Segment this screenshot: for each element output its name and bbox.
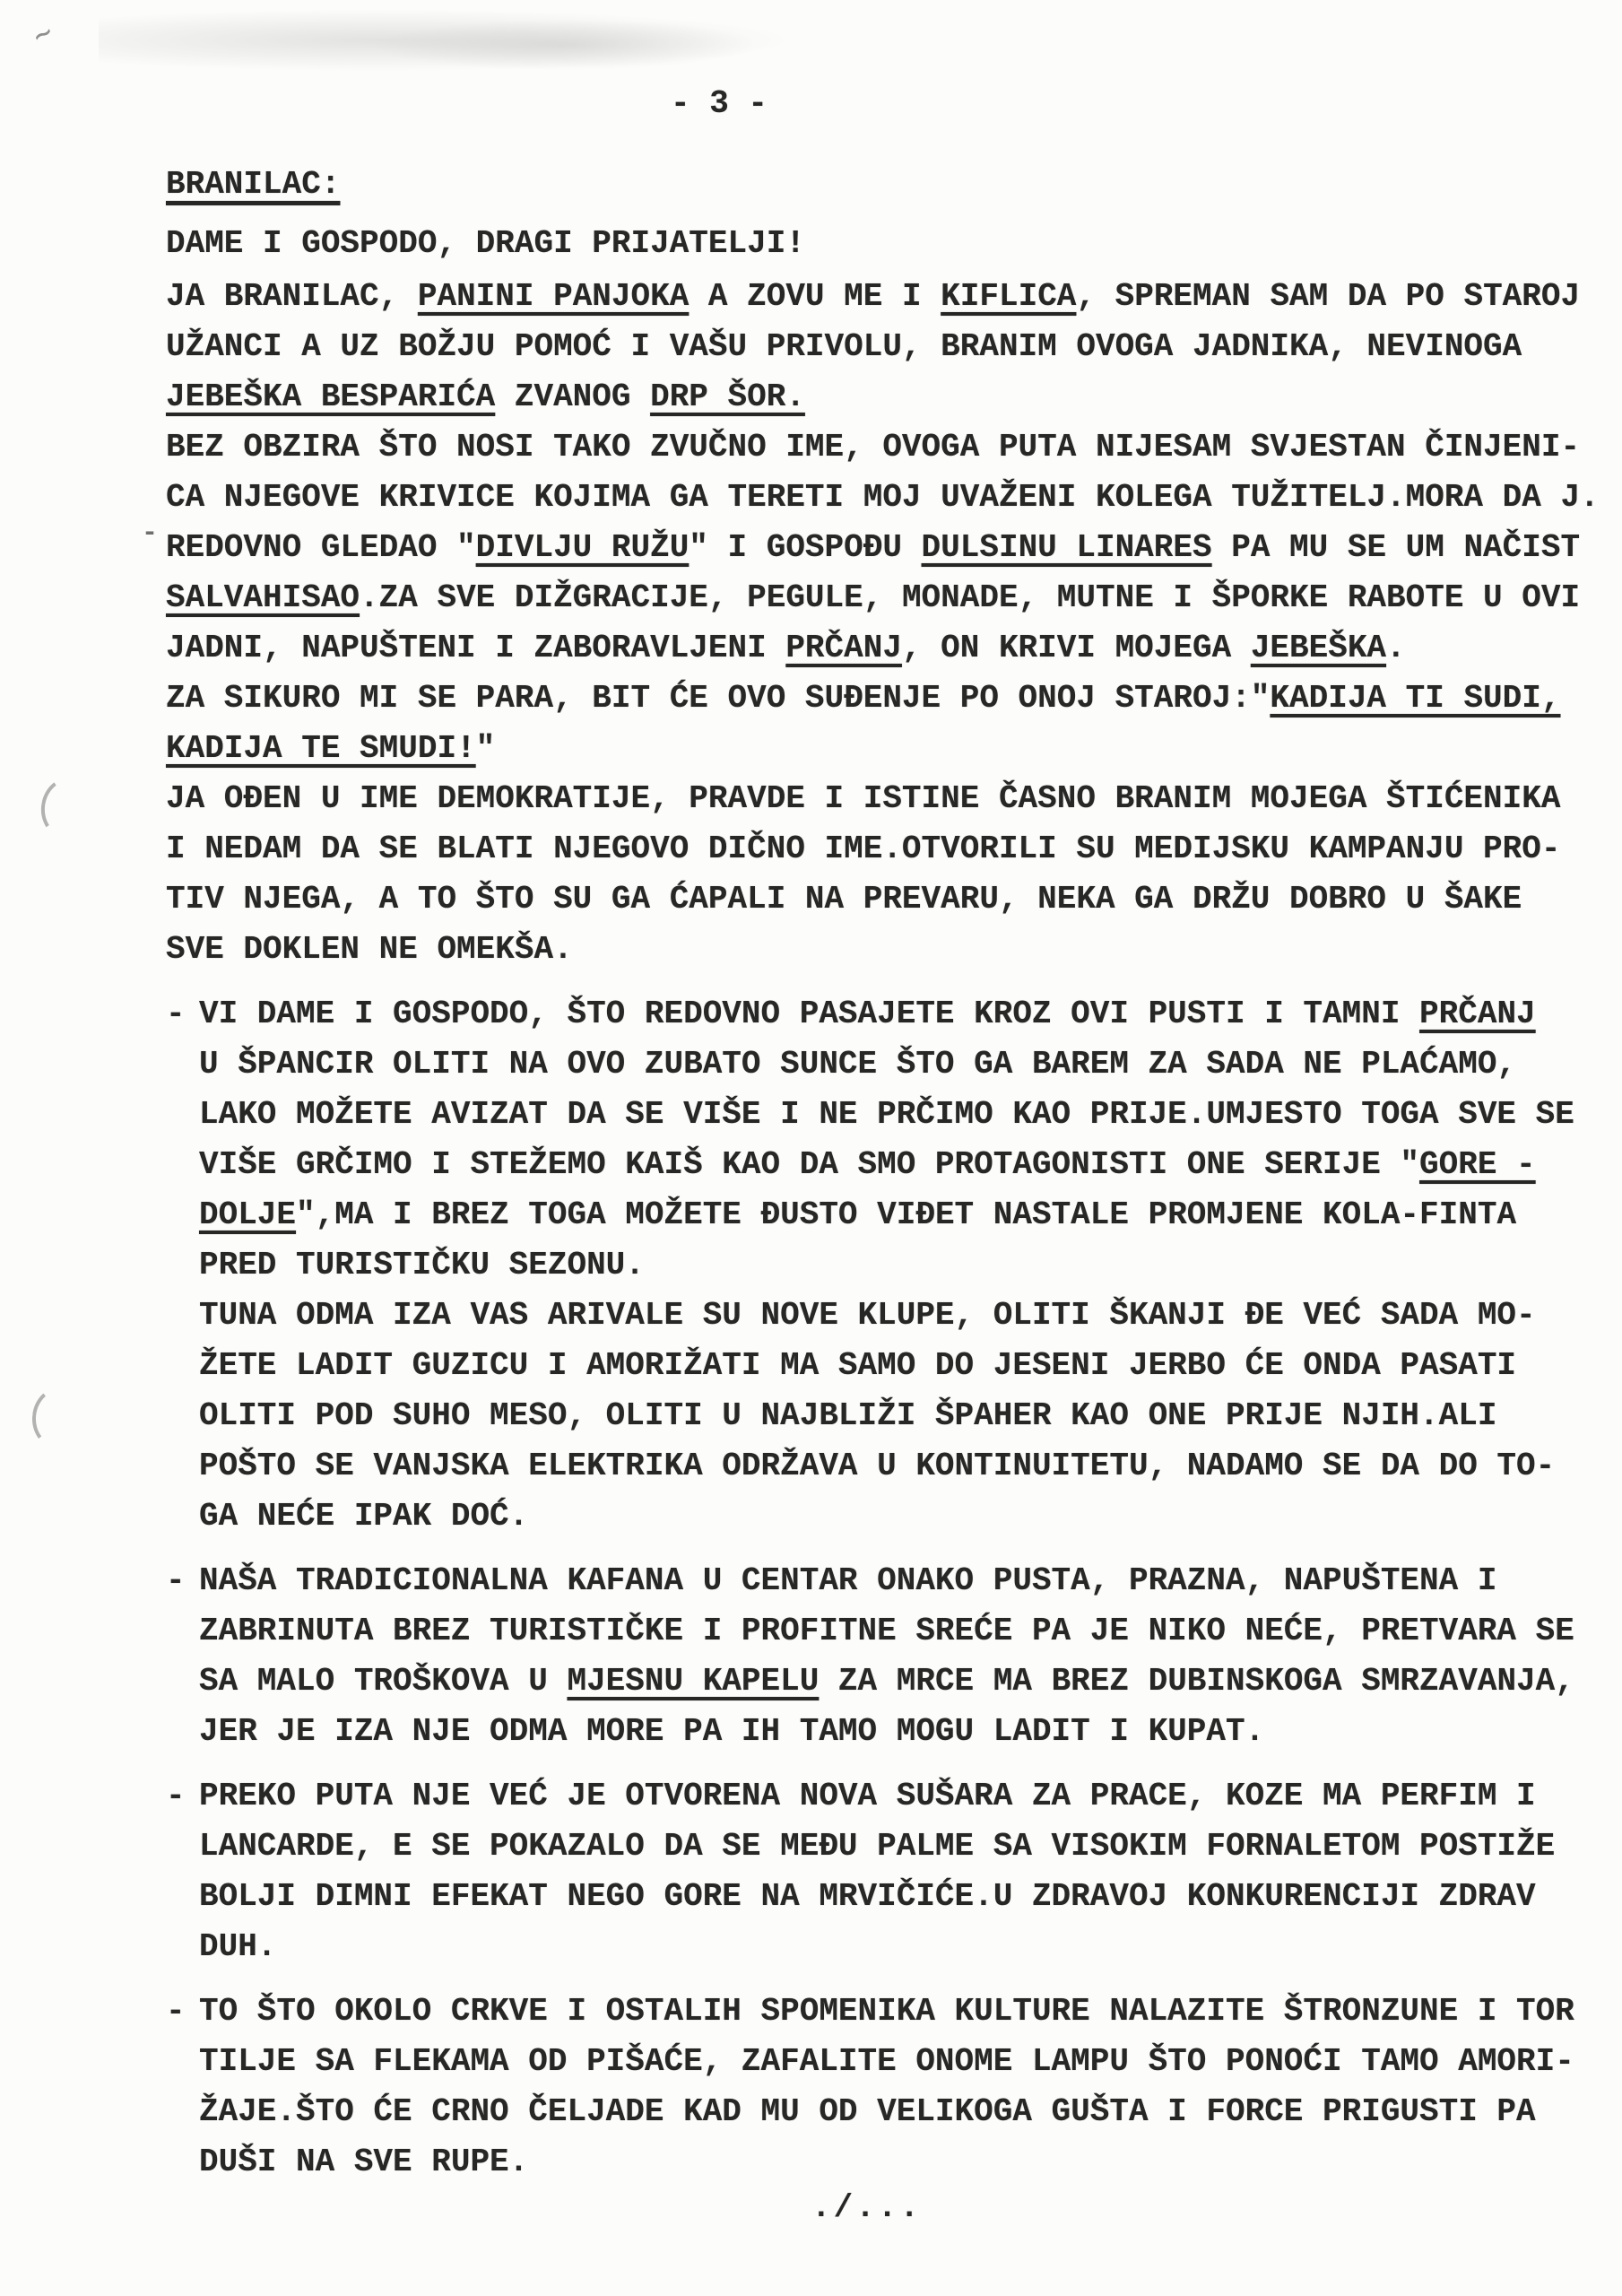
- underlined-text: MJESNU KAPELU: [567, 1663, 820, 1700]
- underlined-text: GORE -: [1419, 1146, 1536, 1183]
- text-line: [199, 1341, 1609, 1391]
- text-line: [199, 1707, 1609, 1757]
- underlined-text: KADIJA TI SUDI,: [1270, 680, 1561, 717]
- text-line: [199, 1872, 1609, 1922]
- plain-text: SA MALO TROŠKOVA U: [199, 1663, 568, 1700]
- text-line: [199, 1822, 1609, 1872]
- plain-text: BOLJI DIMNI EFEKAT NEGO GORE NA MRVIČIĆE.U ZDRAVOJ KONKURENCIJI ZDRAV: [199, 1878, 1536, 1915]
- text-line: [166, 623, 1609, 674]
- text-line: [166, 422, 1609, 473]
- text-line: [199, 2037, 1609, 2087]
- bullet-block: [166, 1556, 1609, 1757]
- plain-text: , ON KRIVI MOJEGA: [901, 630, 1251, 666]
- plain-text: ZA SIKURO MI SE PARA, BIT ĆE OVO SUĐENJE PO ONOJ STAROJ:": [166, 680, 1271, 717]
- text-line: [166, 724, 1609, 774]
- plain-text: JA BRANILAC,: [166, 278, 418, 315]
- page-number: - 3 -: [671, 85, 768, 122]
- text-line: [199, 2137, 1609, 2187]
- plain-text: LANCARDE, E SE POKAZALO DA SE MEĐU PALME SA VISOKIM FORNALETOM POSTIŽE: [199, 1828, 1556, 1865]
- scan-arc-mark: [30, 1384, 91, 1452]
- text-line: [199, 1556, 1609, 1606]
- underlined-text: SALVAHISAO: [166, 579, 360, 616]
- text-line: [166, 573, 1609, 623]
- text-line: [166, 774, 1609, 824]
- plain-text: ŽETE LADIT GUZICU I AMORIŽATI MA SAMO DO JESENI JERBO ĆE ONDA PASATI: [199, 1347, 1517, 1384]
- plain-text: NAŠA TRADICIONALNA KAFANA U CENTAR ONAKO PUSTA, PRAZNA, NAPUŠTENA I: [199, 1562, 1497, 1599]
- text-line: [166, 473, 1609, 523]
- plain-text: PREKO PUTA NJE VEĆ JE OTVORENA NOVA SUŠARA ZA PRACE, KOZE MA PERFIM I: [199, 1778, 1536, 1814]
- scan-smudge: [99, 9, 798, 72]
- plain-text: " I GOSPOĐU: [689, 529, 922, 566]
- underlined-text: DRP ŠOR.: [650, 378, 805, 415]
- plain-text: A ZOVU ME I: [689, 278, 941, 315]
- underlined-text: JEBEŠKA: [1250, 630, 1387, 666]
- underlined-text: PRČANJ: [785, 630, 902, 666]
- text-line: [166, 372, 1609, 422]
- plain-text: .ZA SVE DIŽGRACIJE, PEGULE, MONADE, MUTNE I ŠPORKE RABOTE U OVI: [360, 579, 1581, 616]
- document-body: [166, 272, 1609, 2187]
- text-line: [199, 1771, 1609, 1822]
- paragraph-block: [166, 272, 1609, 975]
- plain-text: VIŠE GRČIMO I STEŽEMO KAIŠ KAO DA SMO PROTAGONISTI ONE SERIJE ": [199, 1146, 1420, 1183]
- continuation-mark: ./...: [811, 2189, 923, 2226]
- plain-text: JA OĐEN U IME DEMOKRATIJE, PRAVDE I ISTINE ČASNO BRANIM MOJEGA ŠTIĆENIKA: [166, 780, 1561, 817]
- text-line: [199, 989, 1609, 1039]
- text-line: [199, 1657, 1609, 1707]
- plain-text: POŠTO SE VANJSKA ELEKTRIKA ODRŽAVA U KONTINUITETU, NADAMO SE DA DO TO-: [199, 1448, 1556, 1484]
- plain-text: ",MA I BREZ TOGA MOŽETE ĐUSTO VIĐET NASTALE PROMJENE KOLA-FINTA: [296, 1196, 1517, 1233]
- plain-text: PRED TURISTIČKU SEZONU.: [199, 1247, 645, 1283]
- plain-text: U ŠPANCIR OLITI NA OVO ZUBATO SUNCE ŠTO GA BAREM ZA SADA NE PLAĆAMO,: [199, 1046, 1517, 1083]
- plain-text: TO ŠTO OKOLO CRKVE I OSTALIH SPOMENIKA KULTURE NALAZITE ŠTRONZUNE I TOR: [199, 1993, 1574, 2030]
- plain-text: TIV NJEGA, A TO ŠTO SU GA ĆAPALI NA PREVARU, NEKA GA DRŽU DOBRO U ŠAKE: [166, 881, 1522, 918]
- text-line: [166, 824, 1609, 874]
- plain-text: ZVANOG: [495, 378, 651, 415]
- plain-text: VI DAME I GOSPODO, ŠTO REDOVNO PASAJETE KROZ OVI PUSTI I TAMNI: [199, 996, 1420, 1032]
- plain-text: BEZ OBZIRA ŠTO NOSI TAKO ZVUČNO IME, OVOGA PUTA NIJESAM SVJESTAN ČINJENI-: [166, 429, 1581, 465]
- plain-text: .: [1386, 630, 1406, 666]
- plain-text: TILJE SA FLEKAMA OD PIŠAĆE, ZAFALITE ONOME LAMPU ŠTO PONOĆI TAMO AMORI-: [199, 2043, 1574, 2080]
- underlined-text: PRČANJ: [1419, 996, 1536, 1032]
- text-line: [199, 1922, 1609, 1972]
- text-line: [199, 1492, 1609, 1542]
- text-line: [166, 322, 1609, 372]
- speaker-heading: BRANILAC:: [166, 166, 341, 203]
- underlined-text: KIFLICA: [941, 278, 1077, 315]
- underlined-text: DOLJE: [199, 1196, 297, 1233]
- text-line: [199, 1240, 1609, 1291]
- text-line: [199, 1140, 1609, 1190]
- plain-text: REDOVNO GLEDAO ": [166, 529, 476, 566]
- bullet-block: [166, 1771, 1609, 1972]
- bullet-block: [166, 989, 1609, 1542]
- plain-text: PA MU SE UM NAČIST: [1211, 529, 1581, 566]
- pen-squiggle-mark: ∼: [28, 17, 61, 57]
- text-line: [166, 674, 1609, 724]
- text-line: [166, 523, 1609, 573]
- text-line: [199, 1090, 1609, 1140]
- text-line: [199, 2087, 1609, 2137]
- plain-text: LAKO MOŽETE AVIZAT DA SE VIŠE I NE PRČIMO KAO PRIJE.UMJESTO TOGA SVE SE: [199, 1096, 1574, 1133]
- salutation-line: DAME I GOSPODO, DRAGI PRIJATELJI!: [166, 225, 805, 262]
- underlined-text: DIVLJU RUŽU: [475, 529, 690, 566]
- plain-text: OLITI POD SUHO MESO, OLITI U NAJBLIŽI ŠPAHER KAO ONE PRIJE NJIH.ALI: [199, 1397, 1497, 1434]
- bullet-dash: -: [166, 1993, 186, 2030]
- plain-text: ZA MRCE MA BREZ DUBINSKOGA SMRZAVANJA,: [819, 1663, 1574, 1700]
- text-line: [199, 1291, 1609, 1341]
- underlined-text: KADIJA TE SMUDI!: [166, 730, 476, 767]
- text-line: [199, 1190, 1609, 1240]
- plain-text: GA NEĆE IPAK DOĆ.: [199, 1498, 529, 1535]
- plain-text: ŽAJE.ŠTO ĆE CRNO ČELJADE KAD MU OD VELIKOGA GUŠTA I FORCE PRIGUSTI PA: [199, 2093, 1536, 2130]
- text-line: [199, 1606, 1609, 1657]
- plain-text: DUH.: [199, 1928, 277, 1965]
- bullet-dash: -: [166, 1562, 186, 1599]
- plain-text: JER JE IZA NJE ODMA MORE PA IH TAMO MOGU LADIT I KUPAT.: [199, 1713, 1265, 1750]
- text-line: [199, 1441, 1609, 1492]
- text-line: [166, 272, 1609, 322]
- plain-text: JADNI, NAPUŠTENI I ZABORAVLJENI: [166, 630, 786, 666]
- text-line: [166, 874, 1609, 925]
- plain-text: SVE DOKLEN NE OMEKŠA.: [166, 931, 573, 968]
- plain-text: UŽANCI A UZ BOŽJU POMOĆ I VAŠU PRIVOLU, BRANIM OVOGA JADNIKA, NEVINOGA: [166, 328, 1522, 365]
- text-line: [199, 1039, 1609, 1090]
- plain-text: ": [475, 730, 496, 767]
- plain-text: DUŠI NA SVE RUPE.: [199, 2144, 529, 2180]
- bullet-dash: -: [166, 1778, 186, 1814]
- underlined-text: PANINI PANJOKA: [417, 278, 690, 315]
- underlined-text: DULSINU LINARES: [921, 529, 1212, 566]
- underlined-text: JEBEŠKA BESPARIĆA: [166, 378, 496, 415]
- scan-smudge: [377, 20, 753, 70]
- plain-text: , SPREMAN SAM DA PO STAROJ: [1076, 278, 1581, 315]
- text-line: [199, 1391, 1609, 1441]
- plain-text: I NEDAM DA SE BLATI NJEGOVO DIČNO IME.OTVORILI SU MEDIJSKU KAMPANJU PRO-: [166, 831, 1561, 867]
- plain-text: CA NJEGOVE KRIVICE KOJIMA GA TERETI MOJ UVAŽENI KOLEGA TUŽITELJ.MORA DA J.: [166, 479, 1600, 516]
- bullet-dash: -: [166, 996, 186, 1032]
- plain-text: ZABRINUTA BREZ TURISTIČKE I PROFITNE SREĆE PA JE NIKO NEĆE, PRETVARA SE: [199, 1613, 1574, 1649]
- text-line: [199, 1987, 1609, 2037]
- bullet-block: [166, 1987, 1609, 2187]
- scan-arc-mark: [36, 772, 101, 844]
- text-line: [166, 925, 1609, 975]
- stray-dash-mark: -: [142, 518, 159, 549]
- plain-text: TUNA ODMA IZA VAS ARIVALE SU NOVE KLUPE, OLITI ŠKANJI ĐE VEĆ SADA MO-: [199, 1297, 1536, 1334]
